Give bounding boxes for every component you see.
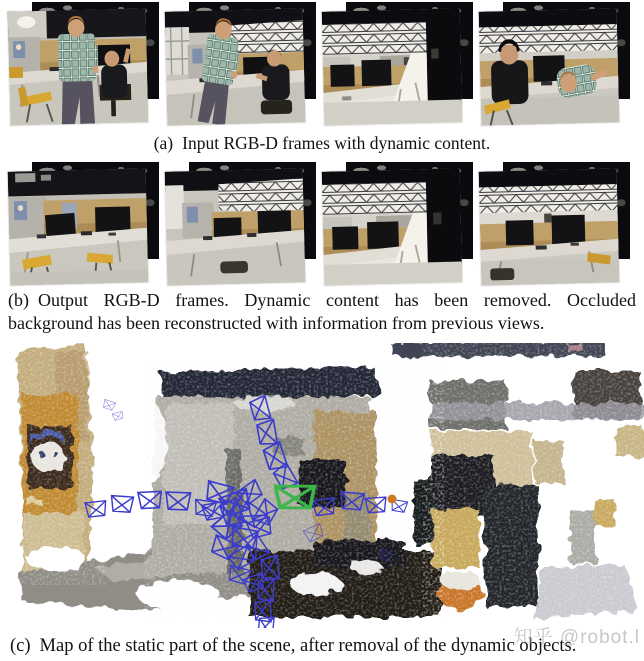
rgb-photo-people-desk: [8, 8, 149, 125]
watermark: 知乎 @robot.l: [513, 627, 640, 648]
speckle-overlay: [14, 343, 106, 585]
output-frame-2: [163, 160, 320, 287]
caption-b-label: (b): [8, 290, 29, 310]
caption-c-text: Map of the static part of the scene, after removal of the dynamic objects.: [39, 636, 577, 656]
output-frame-4: [477, 160, 634, 287]
rgb-photo-desk-no-people: [479, 168, 620, 285]
panel-b-frames: [0, 160, 644, 287]
caption-b-text: Output RGB-D frames. Dynamic content has been removed. Occluded background has been reconstructed with information from previous views.: [8, 290, 636, 333]
input-frame-2: [163, 0, 320, 127]
static-scene-map: [14, 343, 644, 628]
caption-c-label: (c): [10, 636, 31, 656]
speckle-overlay: [422, 343, 644, 623]
speckle-overlay: [144, 365, 444, 617]
rgb-photo-empty-office: [322, 8, 463, 125]
caption-b: [0, 287, 644, 339]
caption-c: [0, 627, 644, 658]
rgb-photo-empty-office: [322, 168, 463, 285]
rgb-photo-desk-no-people: [8, 168, 149, 285]
caption-a-label: (a): [153, 133, 174, 153]
panel-c-map: [0, 339, 644, 632]
rgb-photo-two-seated-people: [479, 8, 620, 125]
input-frame-1: [6, 0, 163, 127]
rgb-photo-desk-no-people: [165, 168, 306, 285]
caption-a: [0, 127, 644, 160]
caption-a-text: Input RGB-D frames with dynamic content.: [182, 133, 491, 153]
output-frame-3: [320, 160, 477, 287]
orange-landmark: [388, 495, 397, 504]
input-frame-3: [320, 0, 477, 127]
panel-a-frames: [0, 0, 644, 127]
rgb-photo-people-desk: [165, 8, 306, 125]
input-frame-4: [477, 0, 634, 127]
output-frame-1: [6, 160, 163, 287]
